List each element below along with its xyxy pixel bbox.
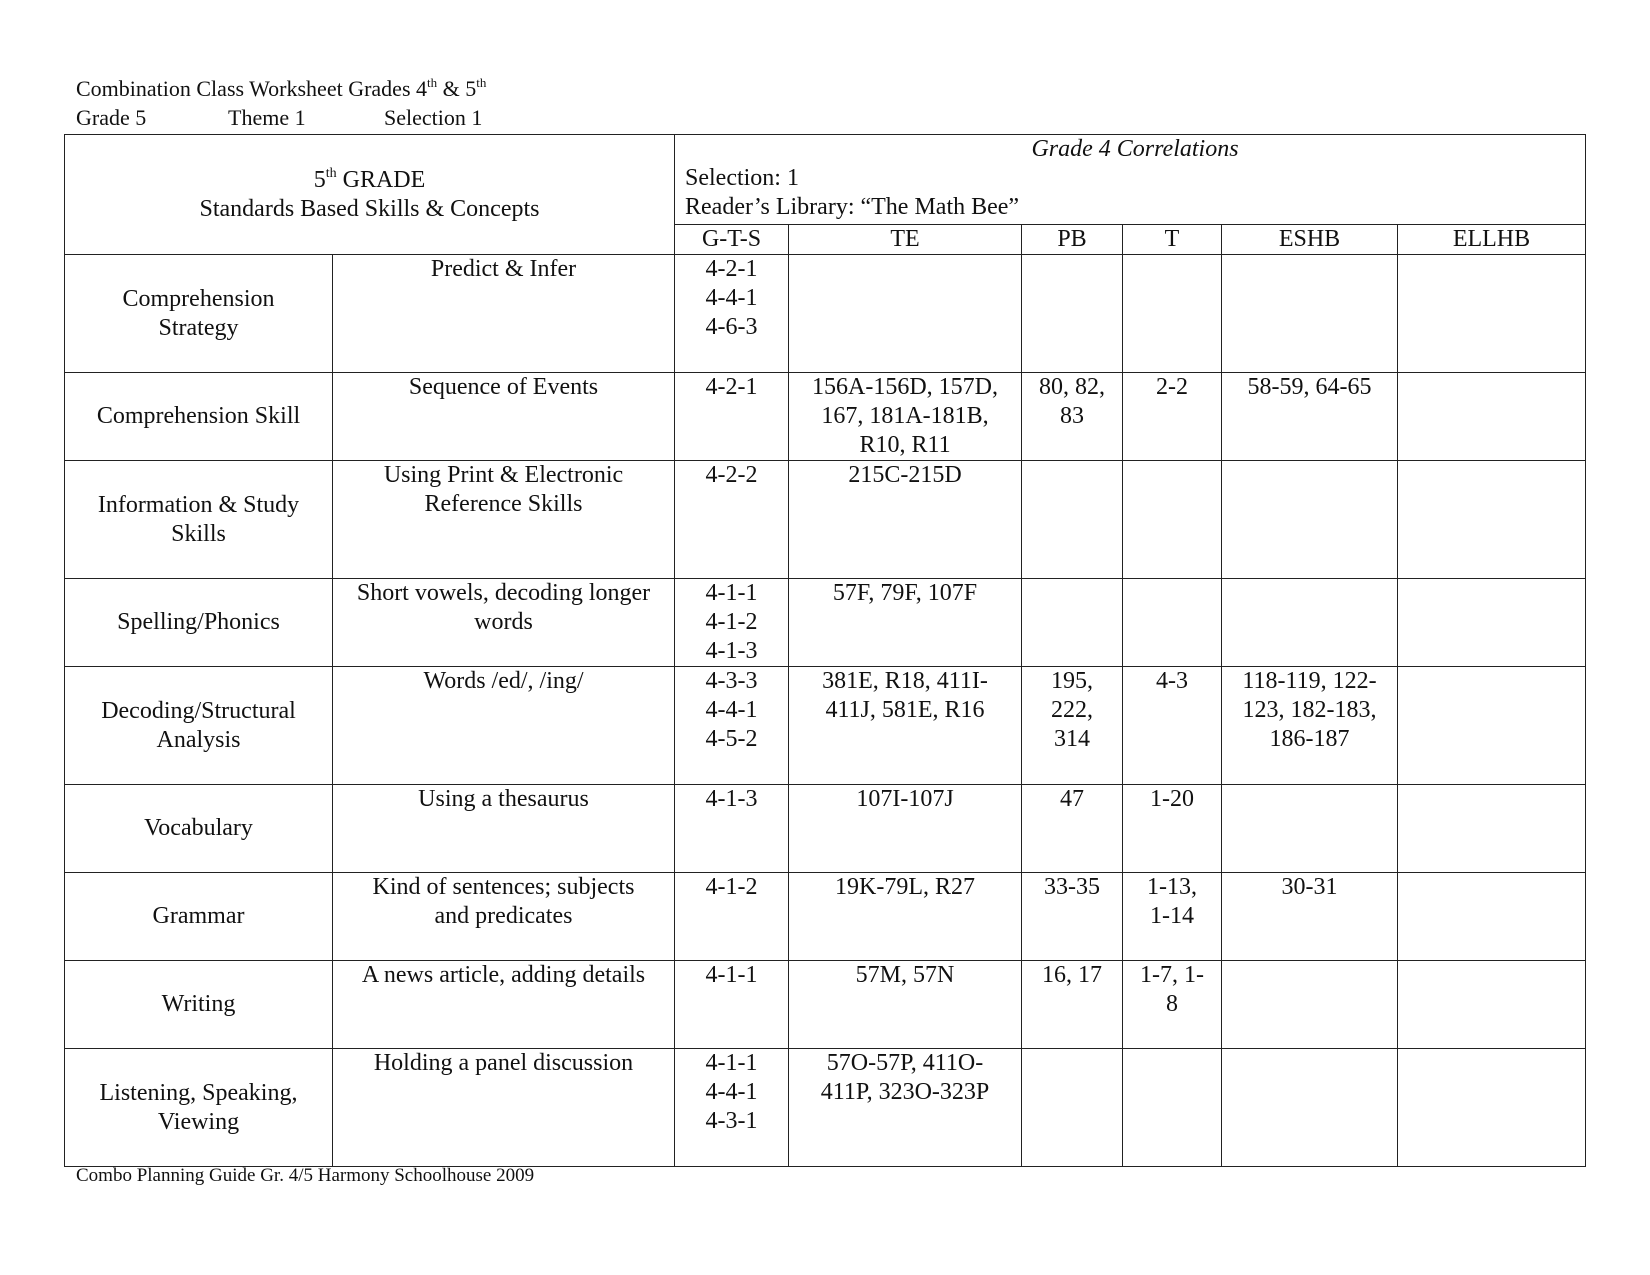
selection-label: Selection 1 xyxy=(384,105,483,130)
table-row xyxy=(65,373,1586,461)
gts-cell: 4-3-3 4-4-1 4-5-2 xyxy=(675,667,789,785)
pb-cell xyxy=(1022,1049,1123,1167)
t-cell xyxy=(1123,461,1222,579)
ellhb-cell xyxy=(1398,785,1586,873)
worksheet-header xyxy=(76,74,486,132)
te-cell: 107I-107J xyxy=(789,785,1022,873)
te-cell: 19K-79L, R27 xyxy=(789,873,1022,961)
pb-cell: 195, 222, 314 xyxy=(1022,667,1123,785)
gts-cell: 4-2-1 4-4-1 4-6-3 xyxy=(675,255,789,373)
te-cell: 215C-215D xyxy=(789,461,1022,579)
eshb-cell: 30-31 xyxy=(1222,873,1398,961)
skill-concept-cell: Short vowels, decoding longer words xyxy=(333,579,675,667)
skill-area-cell: Information & Study Skills xyxy=(65,461,333,579)
skill-area-cell: Decoding/Structural Analysis xyxy=(65,667,333,785)
t-cell: 4-3 xyxy=(1123,667,1222,785)
skill-area-cell: Vocabulary xyxy=(65,785,333,873)
selection-number: Selection: 1 xyxy=(685,165,799,191)
title-superscript-5th: th xyxy=(476,75,487,90)
te-cell: 57O-57P, 411O- 411P, 323O-323P xyxy=(789,1049,1022,1167)
skill-concept-cell: Words /ed/, /ing/ xyxy=(333,667,675,785)
worksheet-title xyxy=(76,74,486,103)
skill-area-cell: Listening, Speaking, Viewing xyxy=(65,1049,333,1167)
t-cell: 2-2 xyxy=(1123,373,1222,461)
standards-header-cell xyxy=(65,135,675,255)
eshb-cell: 58-59, 64-65 xyxy=(1222,373,1398,461)
readers-library-title: Reader’s Library: “The Math Bee” xyxy=(685,194,1020,220)
theme-label: Theme 1 xyxy=(228,105,306,130)
t-cell xyxy=(1123,579,1222,667)
gts-cell: 4-1-2 xyxy=(675,873,789,961)
skill-concept-cell: Using Print & Electronic Reference Skills xyxy=(333,461,675,579)
ellhb-cell xyxy=(1398,873,1586,961)
column-header-te: TE xyxy=(789,225,1022,255)
correlations-header-cell xyxy=(675,135,1586,225)
skill-area-cell: Comprehension Skill xyxy=(65,373,333,461)
gts-cell: 4-1-1 xyxy=(675,961,789,1049)
skill-area-cell: Spelling/Phonics xyxy=(65,579,333,667)
te-cell: 156A-156D, 157D, 167, 181A-181B, R10, R11 xyxy=(789,373,1022,461)
skill-area-cell: Grammar xyxy=(65,873,333,961)
pb-cell xyxy=(1022,255,1123,373)
table-row xyxy=(65,255,1586,373)
title-text-5: & 5 xyxy=(437,76,477,101)
pb-cell: 33-35 xyxy=(1022,873,1123,961)
table-row xyxy=(65,873,1586,961)
correlation-table xyxy=(64,134,1586,1167)
t-cell: 1-13, 1-14 xyxy=(1123,873,1222,961)
table-row xyxy=(65,461,1586,579)
fifth-grade-heading: 5th GRADE xyxy=(313,165,426,193)
ellhb-cell xyxy=(1398,461,1586,579)
gts-cell: 4-1-3 xyxy=(675,785,789,873)
table-row xyxy=(65,785,1586,873)
grade-theme-selection-line xyxy=(76,103,486,132)
column-header-eshb: ESHB xyxy=(1222,225,1398,255)
t-cell: 1-7, 1- 8 xyxy=(1123,961,1222,1049)
column-header-pb: PB xyxy=(1022,225,1123,255)
gts-cell: 4-1-1 4-1-2 4-1-3 xyxy=(675,579,789,667)
skill-concept-cell: Sequence of Events xyxy=(333,373,675,461)
skill-concept-cell: Predict & Infer xyxy=(333,255,675,373)
pb-cell xyxy=(1022,579,1123,667)
grade4-correlations-title: Grade 4 Correlations xyxy=(1031,136,1239,162)
grade-label: Grade 5 xyxy=(76,105,147,130)
eshb-cell: 118-119, 122- 123, 182-183, 186-187 xyxy=(1222,667,1398,785)
skill-concept-cell: Holding a panel discussion xyxy=(333,1049,675,1167)
skill-area-cell: Writing xyxy=(65,961,333,1049)
column-header-ellhb: ELLHB xyxy=(1398,225,1586,255)
skill-concept-cell: Kind of sentences; subjects and predicates xyxy=(333,873,675,961)
ellhb-cell xyxy=(1398,1049,1586,1167)
ellhb-cell xyxy=(1398,255,1586,373)
eshb-cell xyxy=(1222,255,1398,373)
gts-cell: 4-2-2 xyxy=(675,461,789,579)
pb-cell: 16, 17 xyxy=(1022,961,1123,1049)
ellhb-cell xyxy=(1398,373,1586,461)
skill-concept-cell: Using a thesaurus xyxy=(333,785,675,873)
te-cell: 57F, 79F, 107F xyxy=(789,579,1022,667)
skill-concept-cell: A news article, adding details xyxy=(333,961,675,1049)
t-cell: 1-20 xyxy=(1123,785,1222,873)
pb-cell: 47 xyxy=(1022,785,1123,873)
table-header-row xyxy=(65,135,1586,225)
table-row xyxy=(65,1049,1586,1167)
standards-subheading: Standards Based Skills & Concepts xyxy=(199,195,540,222)
te-cell: 57M, 57N xyxy=(789,961,1022,1049)
footer-text: Combo Planning Guide Gr. 4/5 Harmony Schoolhouse 2009 xyxy=(76,1165,535,1186)
column-header-t: T xyxy=(1123,225,1222,255)
eshb-cell xyxy=(1222,961,1398,1049)
ellhb-cell xyxy=(1398,667,1586,785)
gts-cell: 4-2-1 xyxy=(675,373,789,461)
column-header-gts: G-T-S xyxy=(675,225,789,255)
table-row xyxy=(65,579,1586,667)
t-cell xyxy=(1123,255,1222,373)
skill-area-cell: Comprehension Strategy xyxy=(65,255,333,373)
ellhb-cell xyxy=(1398,961,1586,1049)
eshb-cell xyxy=(1222,785,1398,873)
pb-cell xyxy=(1022,461,1123,579)
te-cell xyxy=(789,255,1022,373)
pb-cell: 80, 82, 83 xyxy=(1022,373,1123,461)
te-cell: 381E, R18, 411I- 411J, 581E, R16 xyxy=(789,667,1022,785)
eshb-cell xyxy=(1222,579,1398,667)
eshb-cell xyxy=(1222,1049,1398,1167)
ellhb-cell xyxy=(1398,579,1586,667)
gts-cell: 4-1-1 4-4-1 4-3-1 xyxy=(675,1049,789,1167)
eshb-cell xyxy=(1222,461,1398,579)
title-text: Combination Class Worksheet Grades 4 xyxy=(76,76,428,101)
t-cell xyxy=(1123,1049,1222,1167)
title-superscript-4th: th xyxy=(427,75,438,90)
table-row xyxy=(65,961,1586,1049)
table-row xyxy=(65,667,1586,785)
